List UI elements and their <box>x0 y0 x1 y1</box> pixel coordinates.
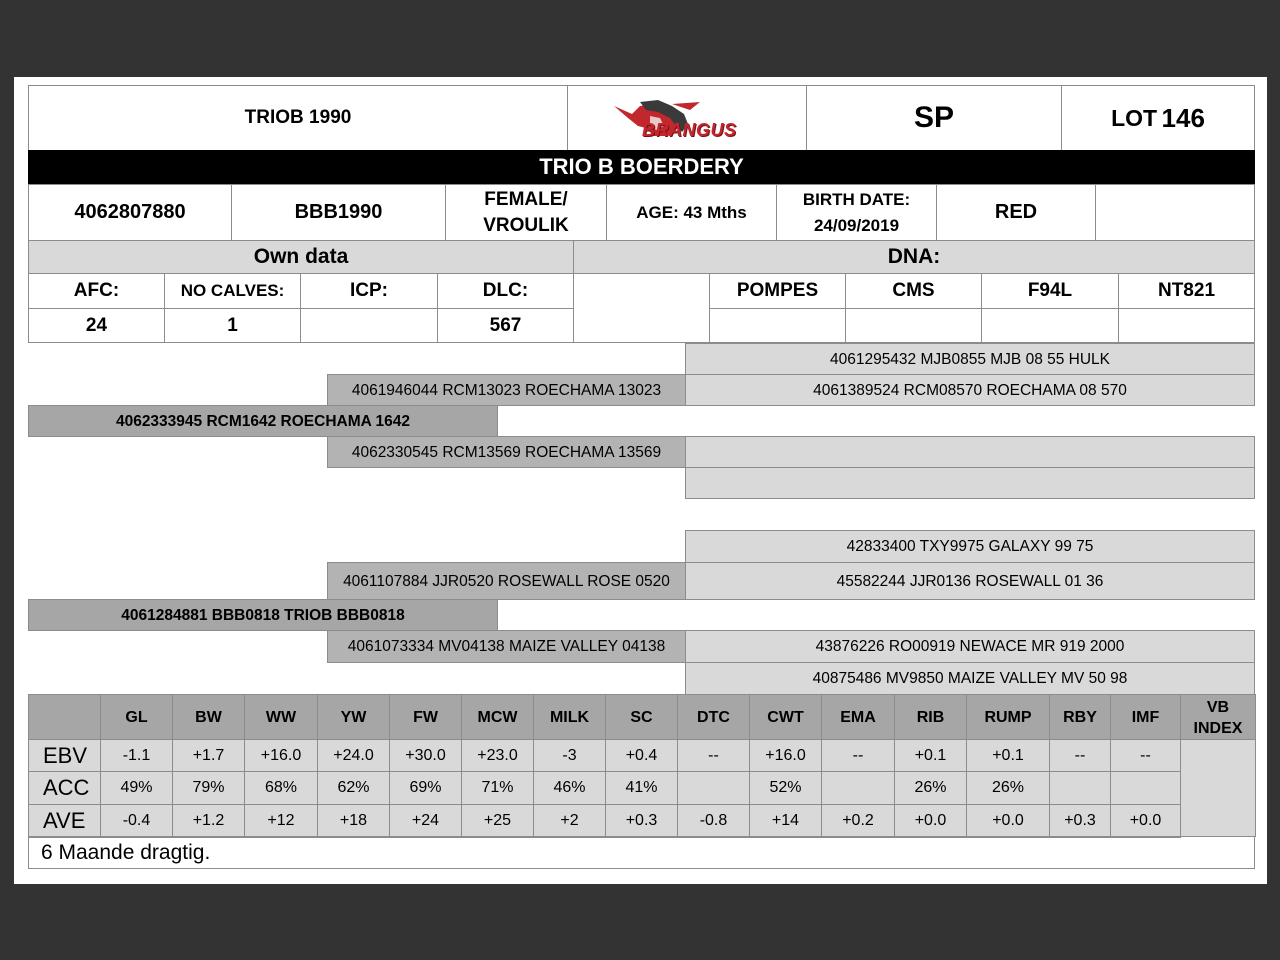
breedplan-cell: -- <box>677 739 750 773</box>
breedplan-cell <box>821 771 895 805</box>
breedplan-cell: 62% <box>317 771 390 805</box>
breedplan-cell: +0.1 <box>894 739 967 773</box>
breedplan-cell: 46% <box>533 771 606 805</box>
breedplan-cell <box>677 771 750 805</box>
breedplan-header-sc: SC <box>605 694 678 741</box>
sex: FEMALE/ VROULIK <box>445 184 607 241</box>
breedplan-header-milk: MILK <box>533 694 606 741</box>
breedplan-header-ww: WW <box>244 694 318 741</box>
animal-name: TRIOB 1990 <box>28 85 568 151</box>
breedplan-cell: -0.8 <box>677 804 750 838</box>
breeder-banner: TRIO B BOERDERY <box>28 150 1255 184</box>
breedplan-row-label: EBV <box>28 739 101 773</box>
breedplan-cell: -3 <box>533 739 606 773</box>
breedplan-header-rib: RIB <box>894 694 967 741</box>
dlc-header: DLC: <box>437 273 574 309</box>
dna-pompes-header: POMPES <box>709 273 846 309</box>
pedigree-sire: 4062333945 RCM1642 ROECHAMA 1642 <box>28 405 498 437</box>
breedplan-cell: +24.0 <box>317 739 390 773</box>
breedplan-cell: 69% <box>389 771 462 805</box>
breedplan-header-ema: EMA <box>821 694 895 741</box>
breedplan-cell: -- <box>821 739 895 773</box>
icp-header: ICP: <box>300 273 438 309</box>
breedplan-cell: +12 <box>244 804 318 838</box>
breedplan-cell: +16.0 <box>749 739 822 773</box>
breedplan-cell: 79% <box>172 771 245 805</box>
pedigree-dam-sire: 4061107884 JJR0520 ROSEWALL ROSE 0520 <box>327 562 686 600</box>
birth-date-label: BIRTH DATE: <box>802 189 911 209</box>
age: AGE: 43 Mths <box>606 184 777 241</box>
breedplan-header-dtc: DTC <box>677 694 750 741</box>
dna-nt821-header: NT821 <box>1118 273 1255 309</box>
breedplan-cell: +16.0 <box>244 739 318 773</box>
breedplan-cell <box>1110 771 1181 805</box>
own-data-title: Own data <box>28 240 574 274</box>
breedplan-cell: -- <box>1049 739 1111 773</box>
vb-index-value <box>1180 739 1256 837</box>
dna-title: DNA: <box>573 240 1255 274</box>
pedigree-sss: 4061295432 MJB0855 MJB 08 55 HULK <box>685 343 1255 375</box>
breedplan-header-gl: GL <box>100 694 173 741</box>
breedplan-cell: 49% <box>100 771 173 805</box>
breedplan-header-imf: IMF <box>1110 694 1181 741</box>
notes: 6 Maande dragtig. <box>28 836 1255 869</box>
breedplan-cell: +0.0 <box>966 804 1050 838</box>
breedplan-row-label: AVE <box>28 804 101 838</box>
birth-date-value: 24/09/2019 <box>813 215 900 235</box>
breedplan-corner <box>28 694 101 741</box>
pedigree-sire-sire: 4061946044 RCM13023 ROECHAMA 13023 <box>327 374 686 406</box>
breedplan-cell: 52% <box>749 771 822 805</box>
breedplan-cell: 26% <box>894 771 967 805</box>
breedplan-cell: 71% <box>461 771 534 805</box>
breedplan-cell: +24 <box>389 804 462 838</box>
breedplan-table <box>14 77 1267 884</box>
dlc-value: 567 <box>437 308 574 343</box>
breedplan-cell: +1.7 <box>172 739 245 773</box>
lot-number: 146 <box>1161 102 1205 133</box>
colour: RED <box>936 184 1096 241</box>
breedplan-header-yw: YW <box>317 694 390 741</box>
breedplan-header-vb-index: VB INDEX <box>1180 694 1256 741</box>
breedplan-header-fw: FW <box>389 694 462 741</box>
no-calves-value: 1 <box>164 308 301 343</box>
dna-f94l-header: F94L <box>981 273 1119 309</box>
breedplan-cell: +1.2 <box>172 804 245 838</box>
breedplan-cell: +0.0 <box>1110 804 1181 838</box>
breedplan-cell: 26% <box>966 771 1050 805</box>
breedplan-cell: -1.1 <box>100 739 173 773</box>
breedplan-header-rump: RUMP <box>966 694 1050 741</box>
breedplan-cell: +0.2 <box>821 804 895 838</box>
breedplan-cell: +0.1 <box>966 739 1050 773</box>
breedplan-header-mcw: MCW <box>461 694 534 741</box>
id-number: 4062807880 <box>28 184 232 241</box>
tag-number: BBB1990 <box>231 184 446 241</box>
breedplan-cell: 68% <box>244 771 318 805</box>
pedigree-sire-dam: 4062330545 RCM13569 ROECHAMA 13569 <box>327 436 686 468</box>
breedplan-cell <box>1049 771 1111 805</box>
pedigree-dam-dam: 4061073334 MV04138 MAIZE VALLEY 04138 <box>327 630 686 663</box>
breedplan-cell: 41% <box>605 771 678 805</box>
breedplan-cell: +30.0 <box>389 739 462 773</box>
breedplan-cell: +2 <box>533 804 606 838</box>
dna-cms-header: CMS <box>845 273 982 309</box>
breedplan-row-label: ACC <box>28 771 101 805</box>
pedigree-dam: 4061284881 BBB0818 TRIOB BBB0818 <box>28 599 498 631</box>
breedplan-cell: +0.3 <box>605 804 678 838</box>
breedplan-cell: +0.3 <box>1049 804 1111 838</box>
pedigree-dsd: 45582244 JJR0136 ROSEWALL 01 36 <box>685 562 1255 600</box>
breedplan-cell: +0.4 <box>605 739 678 773</box>
breedplan-cell: +14 <box>749 804 822 838</box>
breedplan-header-cwt: CWT <box>749 694 822 741</box>
breedplan-header-rby: RBY <box>1049 694 1111 741</box>
breedplan-cell: +25 <box>461 804 534 838</box>
animal-sheet <box>14 77 1267 884</box>
logo-text: BRANGUS <box>642 120 737 140</box>
breedplan-header-bw: BW <box>172 694 245 741</box>
breedplan-cell: -0.4 <box>100 804 173 838</box>
afc-value: 24 <box>28 308 165 343</box>
grade: SP <box>806 85 1062 151</box>
breedplan-cell: +23.0 <box>461 739 534 773</box>
breedplan-cell: +0.0 <box>894 804 967 838</box>
breedplan-cell: +18 <box>317 804 390 838</box>
lot-label: LOT <box>1111 104 1158 131</box>
pedigree-dss: 42833400 TXY9975 GALAXY 99 75 <box>685 530 1255 563</box>
no-calves-header: NO CALVES: <box>164 273 301 309</box>
breedplan-cell: -- <box>1110 739 1181 773</box>
pedigree-ddd: 40875486 MV9850 MAIZE VALLEY MV 50 98 <box>685 662 1255 695</box>
pedigree-ssd: 4061389524 RCM08570 ROECHAMA 08 570 <box>685 374 1255 406</box>
pedigree-dds: 43876226 RO00919 NEWACE MR 919 2000 <box>685 630 1255 663</box>
afc-header: AFC: <box>28 273 165 309</box>
